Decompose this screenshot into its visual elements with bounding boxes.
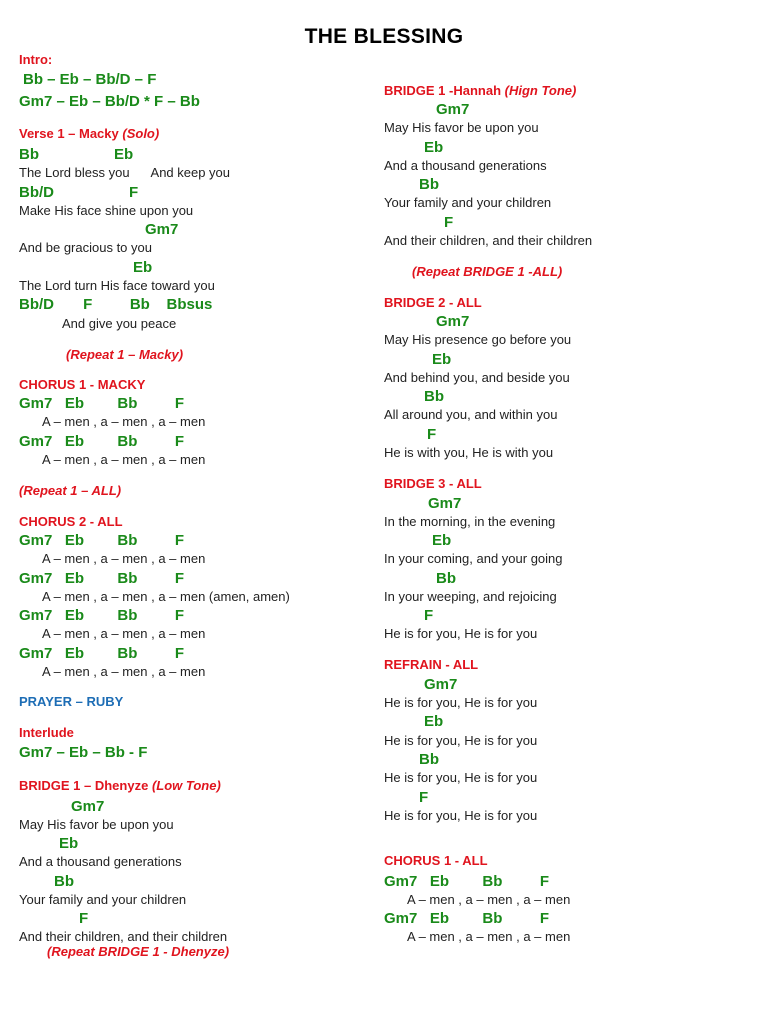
section-heading: Verse 1 – Macky (Solo) bbox=[19, 126, 160, 141]
chord-line: Gm7 Eb Bb F bbox=[384, 910, 550, 927]
chord-line: Bb Eb bbox=[19, 146, 134, 163]
lyric-line: A – men , a – men , a – men bbox=[407, 892, 571, 907]
lyric-line: A – men , a – men , a – men bbox=[42, 551, 206, 566]
lyric-line: In the morning, in the evening bbox=[384, 514, 556, 529]
repeat-instruction: (Repeat BRIDGE 1 - Dhenyze) bbox=[47, 944, 230, 959]
chord-line: Gm7 Eb Bb F bbox=[19, 570, 185, 587]
section-heading: CHORUS 1 - MACKY bbox=[19, 377, 146, 392]
chord-line: Eb bbox=[424, 713, 444, 730]
section-heading: BRIDGE 1 -Hannah (Hign Tone) bbox=[384, 83, 577, 98]
chord-line: F bbox=[424, 607, 434, 624]
section-heading: CHORUS 1 - ALL bbox=[384, 853, 488, 868]
lyric-line: And give you peace bbox=[62, 316, 177, 331]
chord-line: Bb/D F bbox=[19, 184, 139, 201]
lyric-line: Your family and your children bbox=[19, 892, 187, 907]
lyric-line: A – men , a – men , a – men (amen, amen) bbox=[42, 589, 290, 604]
lyric-line: And a thousand generations bbox=[384, 158, 547, 173]
chord-line: Gm7 bbox=[71, 798, 105, 815]
chord-line: Bb bbox=[436, 570, 456, 587]
lyric-line: And be gracious to you bbox=[19, 240, 152, 255]
chord-line: Gm7 bbox=[145, 221, 179, 238]
chord-line: Gm7 – Eb – Bb/D * F – Bb bbox=[19, 93, 200, 110]
chord-line: Gm7 Eb Bb F bbox=[19, 395, 185, 412]
chord-line: Bb bbox=[424, 388, 444, 405]
chord-line: F bbox=[419, 789, 429, 806]
chord-line: Eb bbox=[432, 532, 452, 549]
chord-line: Bb/D F Bb Bbsus bbox=[19, 296, 213, 313]
lyric-line: May His favor be upon you bbox=[384, 120, 539, 135]
lyric-line: And a thousand generations bbox=[19, 854, 182, 869]
chord-line: F bbox=[444, 214, 454, 231]
chord-line: Gm7 bbox=[436, 101, 470, 118]
lyric-line: Make His face shine upon you bbox=[19, 203, 194, 218]
lyric-line: He is for you, He is for you bbox=[384, 808, 538, 823]
lyric-line: A – men , a – men , a – men bbox=[42, 664, 206, 679]
lyric-line: May His favor be upon you bbox=[19, 817, 174, 832]
chord-line: Eb bbox=[59, 835, 79, 852]
lyric-line: And their children, and their children bbox=[384, 233, 593, 248]
chord-line: Bb – Eb – Bb/D – F bbox=[23, 71, 157, 88]
section-heading: REFRAIN - ALL bbox=[384, 657, 479, 672]
chord-line: F bbox=[427, 426, 437, 443]
chord-line: Eb bbox=[432, 351, 452, 368]
repeat-instruction: (Repeat 1 – ALL) bbox=[19, 483, 122, 498]
section-heading: CHORUS 2 - ALL bbox=[19, 514, 123, 529]
section-heading: BRIDGE 3 - ALL bbox=[384, 476, 482, 491]
chord-line: Bb bbox=[419, 751, 439, 768]
lyric-line: He is for you, He is for you bbox=[384, 770, 538, 785]
chord-line: Gm7 Eb Bb F bbox=[19, 532, 185, 549]
section-heading: Interlude bbox=[19, 725, 74, 740]
song-title: THE BLESSING bbox=[304, 25, 464, 48]
chord-line: Gm7 bbox=[424, 676, 458, 693]
lyric-line: The Lord bless you And keep you bbox=[19, 165, 231, 180]
lyric-line: And behind you, and beside you bbox=[384, 370, 570, 385]
repeat-instruction: (Repeat BRIDGE 1 -ALL) bbox=[412, 264, 563, 279]
section-heading: BRIDGE 2 - ALL bbox=[384, 295, 482, 310]
tone-note: (Solo) bbox=[122, 126, 160, 141]
lyric-line: And their children, and their children bbox=[19, 929, 228, 944]
chord-line: Gm7 Eb Bb F bbox=[19, 433, 185, 450]
tone-note: (Hign Tone) bbox=[504, 83, 577, 98]
chord-line: Gm7 Eb Bb F bbox=[19, 607, 185, 624]
lyric-line: In your weeping, and rejoicing bbox=[384, 589, 557, 604]
chord-line: Gm7 Eb Bb F bbox=[384, 873, 550, 890]
section-heading: PRAYER – RUBY bbox=[19, 694, 124, 709]
lyric-line: In your coming, and your going bbox=[384, 551, 563, 566]
chord-line: Gm7 Eb Bb F bbox=[19, 645, 185, 662]
chord-line: Gm7 – Eb – Bb - F bbox=[19, 744, 148, 761]
lyric-line: He is for you, He is for you bbox=[384, 733, 538, 748]
lyric-line: A – men , a – men , a – men bbox=[407, 929, 571, 944]
chord-line: Bb bbox=[54, 873, 74, 890]
lyric-line: All around you, and within you bbox=[384, 407, 558, 422]
section-heading: BRIDGE 1 – Dhenyze (Low Tone) bbox=[19, 778, 221, 793]
chord-line: Eb bbox=[133, 259, 153, 276]
lyric-line: The Lord turn His face toward you bbox=[19, 278, 215, 293]
lyric-line: May His presence go before you bbox=[384, 332, 572, 347]
lyric-line: He is for you, He is for you bbox=[384, 695, 538, 710]
lyric-line: A – men , a – men , a – men bbox=[42, 452, 206, 467]
section-heading: Intro: bbox=[19, 52, 53, 67]
lyric-line: He is with you, He is with you bbox=[384, 445, 554, 460]
lyric-line: Your family and your children bbox=[384, 195, 552, 210]
lyric-line: A – men , a – men , a – men bbox=[42, 626, 206, 641]
repeat-instruction: (Repeat 1 – Macky) bbox=[66, 347, 184, 362]
chord-line: Gm7 bbox=[436, 313, 470, 330]
lyric-line: A – men , a – men , a – men bbox=[42, 414, 206, 429]
chord-line: Eb bbox=[424, 139, 444, 156]
chord-line: Bb bbox=[419, 176, 439, 193]
chord-line: Gm7 bbox=[428, 495, 462, 512]
tone-note: (Low Tone) bbox=[151, 778, 221, 793]
lyric-line: He is for you, He is for you bbox=[384, 626, 538, 641]
chord-line: F bbox=[79, 910, 89, 927]
